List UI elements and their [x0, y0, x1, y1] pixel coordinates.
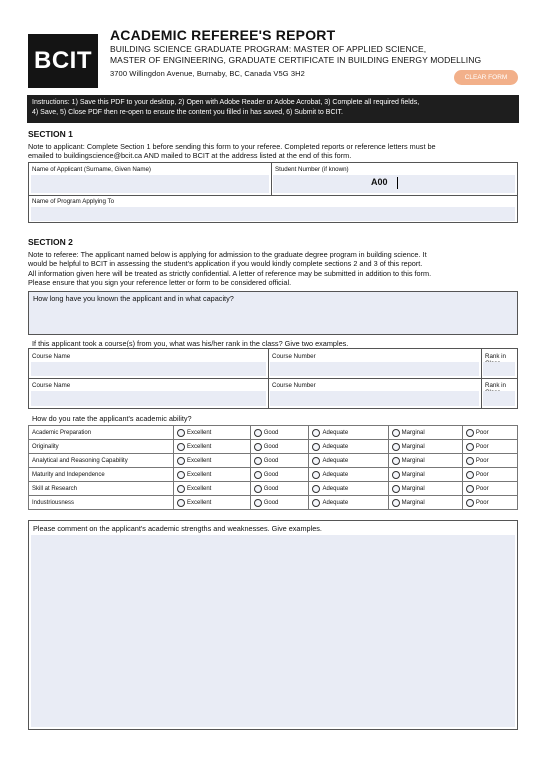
radio-button[interactable]: [177, 485, 185, 493]
rating-cell: [388, 440, 462, 454]
rating-cell: [174, 482, 251, 496]
radio-button[interactable]: [466, 471, 474, 479]
program-field[interactable]: [31, 207, 515, 221]
student-number-value: A00: [371, 177, 388, 187]
rating-option-label: Poor: [475, 429, 489, 436]
rating-option-label: Marginal: [401, 485, 425, 492]
radio-button[interactable]: [392, 485, 400, 493]
rating-option-poor[interactable]: [466, 443, 514, 451]
course-name-field-1[interactable]: [31, 362, 266, 376]
subtitle-line-2: MASTER OF ENGINEERING, GRADUATE CERTIFICATE IN BUILDING ENERGY MODELLING: [110, 55, 482, 65]
rating-option-adequate[interactable]: [312, 457, 384, 465]
radio-button[interactable]: [466, 443, 474, 451]
rating-row: [29, 468, 518, 482]
rating-option-poor[interactable]: [466, 471, 514, 479]
rating-category-label: Academic Preparation: [29, 426, 174, 440]
rating-cell: [388, 468, 462, 482]
rating-option-label: Marginal: [401, 443, 425, 450]
radio-button[interactable]: [392, 429, 400, 437]
rating-option-label: Adequate: [322, 499, 349, 506]
section-2-note: [28, 250, 520, 288]
rating-option-adequate[interactable]: [312, 429, 384, 437]
rating-option-label: Excellent: [187, 429, 212, 436]
student-number-label: Student Number (if known): [275, 166, 349, 173]
program-label: Name of Program Applying To: [32, 198, 115, 205]
section-2-heading: SECTION 2: [28, 237, 73, 247]
rating-cell: [250, 454, 309, 468]
rating-row: [29, 454, 518, 468]
rating-option-excellent[interactable]: [177, 457, 247, 465]
rating-option-good[interactable]: [254, 457, 306, 465]
radio-button[interactable]: [254, 443, 262, 451]
rating-cell: [174, 440, 251, 454]
rating-category-label: Industriousness: [29, 496, 174, 510]
radio-button[interactable]: [254, 471, 262, 479]
rating-option-excellent[interactable]: [177, 499, 247, 507]
rating-option-label: Poor: [475, 499, 489, 506]
rating-cell: [250, 496, 309, 510]
rating-option-label: Poor: [475, 457, 489, 464]
rating-cell: [309, 496, 388, 510]
radio-button[interactable]: [392, 457, 400, 465]
section-1-note-line-1: Note to applicant: Complete Section 1 before sending this form to your referee. Completed reports or reference letters must be: [28, 142, 436, 151]
form-title: ACADEMIC REFEREE'S REPORT: [110, 27, 336, 43]
course-name-field-2[interactable]: [31, 391, 266, 406]
rating-option-label: Good: [263, 457, 279, 464]
rating-cell: [388, 496, 462, 510]
course-number-field-2[interactable]: [270, 391, 479, 406]
rating-cell: [250, 440, 309, 454]
course-name-label-1: Course Name: [32, 353, 71, 360]
section-2-note-line-4: Please ensure that you sign your reference letter or form to be considered official.: [28, 278, 292, 288]
course-number-field-1[interactable]: [270, 362, 479, 376]
rating-option-label: Excellent: [187, 485, 212, 492]
rating-option-label: Excellent: [187, 471, 212, 478]
text-cursor: [397, 177, 398, 189]
radio-button[interactable]: [254, 429, 262, 437]
rating-option-marginal[interactable]: [392, 471, 459, 479]
known-applicant-question: How long have you known the applicant and in what capacity?: [33, 294, 234, 303]
applicant-info-box: [28, 162, 518, 223]
radio-button[interactable]: [312, 499, 320, 507]
rating-option-label: Good: [263, 443, 279, 450]
rating-row: [29, 440, 518, 454]
rating-row: [29, 426, 518, 440]
rank-field-1[interactable]: [483, 362, 515, 376]
rating-option-marginal[interactable]: [392, 457, 459, 465]
rating-cell: [462, 468, 517, 482]
course-rank-question: If this applicant took a course(s) from you, what was his/her rank in the class? Give two examples.: [32, 339, 349, 348]
rating-option-label: Adequate: [322, 443, 349, 450]
radio-button[interactable]: [312, 471, 320, 479]
course-number-label-2: Course Number: [272, 382, 316, 389]
radio-button[interactable]: [177, 457, 185, 465]
section-1-note-line-2: emailed to buildingscience@bcit.ca AND mailed to BCIT at the address listed at the end of this form.: [28, 151, 352, 161]
rating-cell: [309, 454, 388, 468]
rating-option-label: Poor: [475, 443, 489, 450]
rating-option-label: Poor: [475, 471, 489, 478]
rating-option-excellent[interactable]: [177, 485, 247, 493]
rank-label-2: Rank in: [485, 382, 506, 389]
rating-option-poor[interactable]: [466, 457, 514, 465]
rating-option-label: Good: [263, 485, 279, 492]
radio-button[interactable]: [392, 499, 400, 507]
section-2-note-line-3: All information given here will be treated as strictly confidential. A letter of reference may be submitted in addition to this form.: [28, 268, 432, 278]
radio-button[interactable]: [177, 471, 185, 479]
rating-option-label: Adequate: [322, 429, 349, 436]
rating-cell: [174, 468, 251, 482]
radio-button[interactable]: [254, 499, 262, 507]
course-number-label-1: Course Number: [272, 353, 316, 360]
rating-cell: [462, 454, 517, 468]
instructions-bar: [27, 95, 519, 123]
instructions-line-2: 4) Save, 5) Close PDF then re-open to ensure the content you filled in has saved, 6) Submit to BCIT.: [32, 109, 343, 116]
section-2-note-line-1: Note to referee: The applicant named below is applying for admission to the graduate degree program in building science. It: [28, 250, 427, 259]
applicant-name-label: Name of Applicant (Surname, Given Name): [32, 166, 151, 173]
rating-option-label: Excellent: [187, 457, 212, 464]
rating-option-excellent[interactable]: [177, 471, 247, 479]
radio-button[interactable]: [254, 457, 262, 465]
academic-ability-question: How do you rate the applicant's academic ability?: [32, 414, 192, 423]
rating-category-label: Maturity and Independence: [29, 468, 174, 482]
rating-option-label: Adequate: [322, 457, 349, 464]
rating-cell: [388, 426, 462, 440]
rating-option-label: Good: [263, 471, 279, 478]
rating-row: [29, 482, 518, 496]
rating-option-label: Marginal: [401, 471, 425, 478]
rating-option-poor[interactable]: [466, 485, 514, 493]
rating-option-good[interactable]: [254, 471, 306, 479]
rating-cell: [462, 440, 517, 454]
known-applicant-field[interactable]: [28, 291, 518, 335]
rating-cell: [388, 482, 462, 496]
academic-rating-table: [28, 425, 518, 510]
subtitle-line-1: BUILDING SCIENCE GRADUATE PROGRAM: MASTER OF APPLIED SCIENCE,: [110, 44, 427, 54]
radio-button[interactable]: [312, 457, 320, 465]
rating-option-excellent[interactable]: [177, 429, 247, 437]
section-2-note-line-2: would be helpful to BCIT in assessing the student's application if you would kindly complete sections 2 and 3 of this report.: [28, 259, 423, 269]
rating-option-excellent[interactable]: [177, 443, 247, 451]
rating-category-label: Analytical and Reasoning Capability: [29, 454, 174, 468]
rating-option-adequate[interactable]: [312, 485, 384, 493]
section-1-note: [28, 142, 520, 161]
rating-option-adequate[interactable]: [312, 499, 384, 507]
rating-cell: [174, 454, 251, 468]
rating-cell: [462, 482, 517, 496]
radio-button[interactable]: [254, 485, 262, 493]
rating-cell: [250, 426, 309, 440]
rating-cell: [250, 468, 309, 482]
rating-option-adequate[interactable]: [312, 471, 384, 479]
rating-cell: [174, 496, 251, 510]
comments-box: [28, 520, 518, 730]
rating-option-good[interactable]: [254, 443, 306, 451]
radio-button[interactable]: [177, 443, 185, 451]
rating-cell: [462, 496, 517, 510]
student-number-field[interactable]: [273, 175, 515, 193]
rating-cell: [250, 482, 309, 496]
rating-category-label: Originality: [29, 440, 174, 454]
comments-question: Please comment on the applicant's academic strengths and weaknesses. Give examples.: [33, 524, 322, 533]
rating-option-good[interactable]: [254, 429, 306, 437]
rating-cell: [309, 482, 388, 496]
rank-field-2[interactable]: [483, 391, 515, 406]
section-1-heading: SECTION 1: [28, 129, 73, 139]
clear-form-button[interactable]: CLEAR FORM: [454, 70, 518, 85]
course-name-label-2: Course Name: [32, 382, 71, 389]
rating-option-good[interactable]: [254, 485, 306, 493]
rating-cell: [462, 426, 517, 440]
rating-option-poor[interactable]: [466, 429, 514, 437]
rank-label-1: Rank in: [485, 353, 506, 360]
radio-button[interactable]: [312, 443, 320, 451]
rating-cell: [309, 440, 388, 454]
address: 3700 Willingdon Avenue, Burnaby, BC, Canada V5G 3H2: [110, 69, 305, 78]
radio-button[interactable]: [466, 429, 474, 437]
radio-button[interactable]: [466, 457, 474, 465]
rating-option-label: Good: [263, 499, 279, 506]
rating-option-label: Marginal: [401, 429, 425, 436]
radio-button[interactable]: [177, 499, 185, 507]
radio-button[interactable]: [392, 471, 400, 479]
bcit-logo: BCIT: [28, 34, 98, 88]
radio-button[interactable]: [177, 429, 185, 437]
rating-option-label: Excellent: [187, 443, 212, 450]
rating-cell: [309, 426, 388, 440]
rating-option-good[interactable]: [254, 499, 306, 507]
rating-option-label: Marginal: [401, 499, 425, 506]
rating-option-marginal[interactable]: [392, 485, 459, 493]
rating-category-label: Skill at Research: [29, 482, 174, 496]
course-table: [28, 348, 518, 409]
rating-cell: [388, 454, 462, 468]
radio-button[interactable]: [392, 443, 400, 451]
rating-option-label: Adequate: [322, 471, 349, 478]
radio-button[interactable]: [312, 485, 320, 493]
rating-option-marginal[interactable]: [392, 499, 459, 507]
rating-option-label: Adequate: [322, 485, 349, 492]
rating-option-adequate[interactable]: [312, 443, 384, 451]
rating-option-label: Good: [263, 429, 279, 436]
rating-cell: [309, 468, 388, 482]
rating-cell: [174, 426, 251, 440]
rating-option-label: Poor: [475, 485, 489, 492]
rating-option-label: Marginal: [401, 457, 425, 464]
radio-button[interactable]: [312, 429, 320, 437]
radio-button[interactable]: [466, 485, 474, 493]
radio-button[interactable]: [466, 499, 474, 507]
instructions-line-1: Instructions: 1) Save this PDF to your desktop, 2) Open with Adobe Reader or Adobe Acrobat, 3) Complete all required fields,: [32, 99, 420, 106]
applicant-name-field[interactable]: [31, 175, 269, 193]
rating-option-marginal[interactable]: [392, 443, 459, 451]
comments-field[interactable]: [31, 535, 515, 727]
rating-row: [29, 496, 518, 510]
rating-option-marginal[interactable]: [392, 429, 459, 437]
rating-option-label: Excellent: [187, 499, 212, 506]
rating-option-poor[interactable]: [466, 499, 514, 507]
